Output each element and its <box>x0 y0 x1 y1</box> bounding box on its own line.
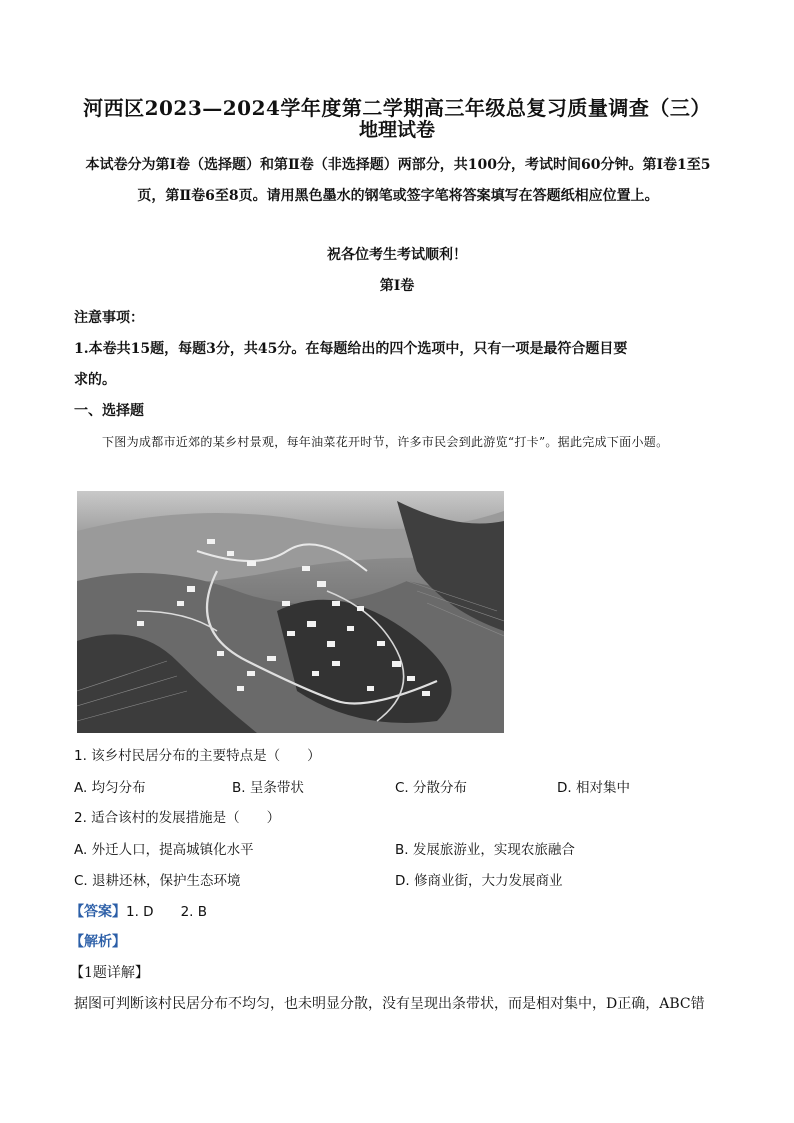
question-1-option-d: D. 相对集中 <box>557 780 630 796</box>
answer-value: 1. D 2. B <box>126 904 207 920</box>
analysis-label: 【解析】 <box>70 934 126 950</box>
question-2-option-c: C. 退耕还林，保护生态环境 <box>74 873 241 889</box>
question-2-stem: 2. 适合该村的发展措施是（ ） <box>74 810 281 826</box>
question-1-option-c: C. 分散分布 <box>395 780 468 796</box>
question-2-option-d: D. 修商业街，大力发展商业 <box>395 873 563 889</box>
question-prompt: 下图为成都市近郊的某乡村景观，每年油菜花开时节，许多市民会到此游览“打卡”。据此完成下面小题。 <box>102 435 669 449</box>
analysis-detail-text: 据图可判断该村民居分布不均匀，也未明显分散，没有呈现出条带状，而是相对集中，D正确，ABC错 <box>74 996 705 1012</box>
notes-item-line-1: 1.本卷共15题，每题3分，共45分。在每题给出的四个选项中，只有一项是最符合题目要 <box>74 341 628 357</box>
analysis-detail-heading: 【1题详解】 <box>70 965 149 981</box>
question-2-option-a: A. 外迁人口，提高城镇化水平 <box>74 842 254 858</box>
village-aerial-photo <box>77 491 504 733</box>
answer-label: 【答案】 <box>70 904 126 920</box>
question-1-stem: 1. 该乡村民居分布的主要特点是（ ） <box>74 748 321 764</box>
answer-line <box>70 900 207 921</box>
exam-subtitle: 地理试卷 <box>358 119 435 141</box>
good-luck-text: 祝各位考生考试顺利！ <box>327 247 467 263</box>
exam-title: 河西区2023—2024学年度第二学期高三年级总复习质量调查（三） <box>83 96 711 120</box>
question-2-option-b: B. 发展旅游业，实现农旅融合 <box>395 842 575 858</box>
notes-item-line-2: 求的。 <box>74 372 116 388</box>
question-1-option-a: A. 均匀分布 <box>74 780 146 796</box>
section-heading: 一、选择题 <box>74 403 144 419</box>
exam-instructions: 本试卷分为第Ⅰ卷（选择题）和第Ⅱ卷（非选择题）两部分，共100分，考试时间60分钟。第Ⅰ卷1至5页，第Ⅱ卷6至8页。请用黑色墨水的钢笔或签字笔将答案填写在答题纸相应位置上。 <box>85 157 711 204</box>
question-1-option-b: B. 呈条带状 <box>232 780 304 796</box>
volume-heading: 第Ⅰ卷 <box>379 278 415 294</box>
notes-heading: 注意事项： <box>74 310 144 326</box>
